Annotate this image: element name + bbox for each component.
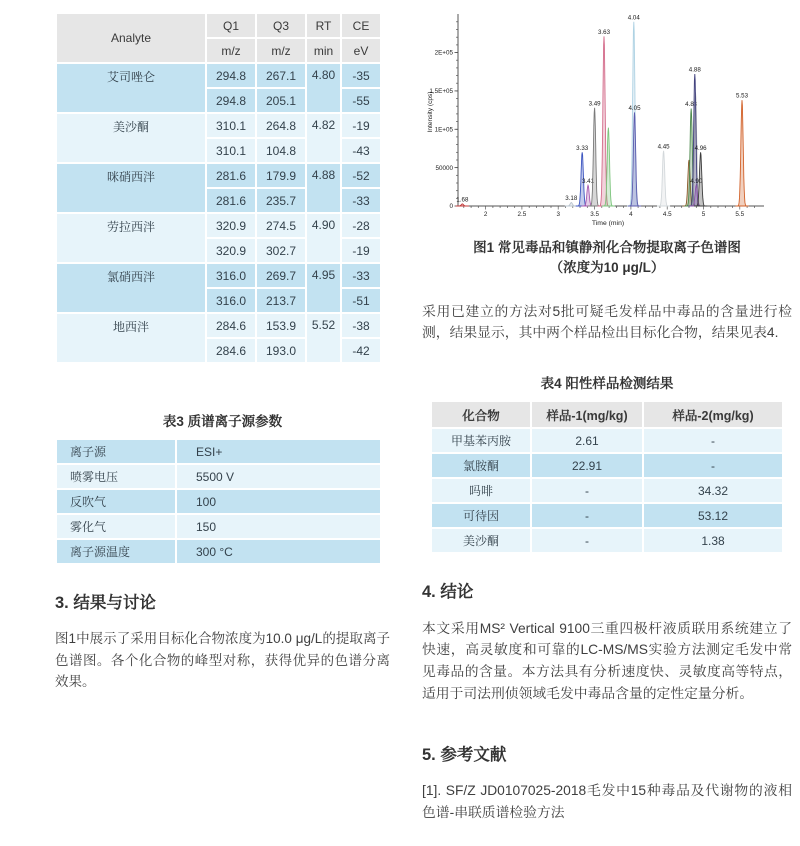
ce-value: -33	[341, 263, 381, 288]
figure1-caption	[422, 238, 792, 279]
peak-label: 3.63	[597, 28, 611, 36]
chromatogram-peak	[657, 151, 670, 206]
sample-value: -	[531, 503, 643, 528]
analyte-name: 艾司唑仑	[56, 63, 206, 113]
ce-value: -51	[341, 288, 381, 313]
ce-value: -43	[341, 138, 381, 163]
q1-value: 310.1	[206, 138, 256, 163]
analyte-table-header	[56, 13, 381, 63]
col-header: 样品-2(mg/kg)	[643, 401, 783, 428]
col-header-q1: Q1	[206, 13, 256, 38]
peak-label: 3.33	[576, 144, 589, 152]
compound-name: 吗啡	[431, 478, 531, 503]
peak-label: 3.49	[588, 100, 601, 108]
q3-value: 269.7	[256, 263, 306, 288]
x-tick-label: 2	[483, 211, 488, 218]
table-row	[56, 263, 381, 288]
x-tick-label: 5	[701, 211, 706, 218]
ion-source-params-table	[55, 438, 382, 565]
col-unit: m/z	[256, 38, 306, 63]
y-tick-label: 1E+05	[434, 126, 453, 134]
y-axis-label: Intensity (cps)	[427, 91, 434, 133]
section4-paragraph: 本文采用MS² Vertical 9100三重四极杆液质联用系统建立了快速，高灵敏度和可靠的LC-MS/MS实验方法测定毛发中常见毒品的含量。本方法具有分析速度快、灵敏度高等特点，适用于司法刑侦领域毛发中毒品含量的定性定量分析。	[422, 620, 792, 701]
col-header: 样品-1(mg/kg)	[531, 401, 643, 428]
q1-value: 320.9	[206, 213, 256, 238]
analyte-name: 地西泮	[56, 313, 206, 363]
chromatogram-peak	[588, 108, 601, 206]
q1-value: 281.6	[206, 163, 256, 188]
y-tick-label: 0	[449, 203, 453, 211]
table-row	[56, 464, 381, 489]
q1-value: 294.8	[206, 88, 256, 113]
q3-value: 235.7	[256, 188, 306, 213]
table3-title: 表3 质谱离子源参数	[162, 414, 283, 429]
col-header-q3: Q3	[256, 13, 306, 38]
sample-value: 53.12	[643, 503, 783, 528]
analyte-mrm-table	[55, 12, 382, 364]
q3-value: 267.1	[256, 63, 306, 88]
q3-value: 193.0	[256, 338, 306, 363]
q1-value: 310.1	[206, 113, 256, 138]
ce-value: -38	[341, 313, 381, 338]
table4-title: 表4 阳性样品检测结果	[540, 376, 674, 392]
positive-samples-table	[430, 400, 784, 554]
peak-label: 4.96	[694, 144, 707, 152]
left-column	[55, 8, 390, 824]
table-row	[56, 489, 381, 514]
section3-heading: 3. 结果与讨论	[55, 594, 156, 612]
figure1-caption-line2: （浓度为10 μg/L）	[549, 260, 665, 276]
table4-header	[431, 401, 783, 428]
table-row	[431, 503, 783, 528]
sample-value: -	[643, 428, 783, 453]
chromatogram-svg	[422, 8, 792, 230]
x-axis-label: Time (min)	[591, 220, 625, 227]
table-row	[431, 528, 783, 553]
peak-label: 1.68	[456, 196, 469, 204]
sample-value: -	[531, 478, 643, 503]
ce-value: -33	[341, 188, 381, 213]
q1-value: 316.0	[206, 288, 256, 313]
param-value: 100	[176, 489, 381, 514]
peak-label: 4.04	[627, 14, 640, 22]
table3-body	[56, 439, 381, 564]
col-header: 化合物	[431, 401, 531, 428]
col-unit: eV	[341, 38, 381, 63]
peak-label: 4.05	[628, 104, 641, 112]
col-header-ce: CE	[341, 13, 381, 38]
ce-value: -35	[341, 63, 381, 88]
param-label: 反吹气	[56, 489, 176, 514]
table-row	[431, 428, 783, 453]
table-row	[56, 213, 381, 238]
param-label: 离子源温度	[56, 539, 176, 564]
figure1	[422, 8, 792, 279]
compound-name: 氯胺酮	[431, 453, 531, 478]
section5-heading: 5. 参考文献	[422, 745, 507, 764]
sample-results-paragraph: 采用已建立的方法对5批可疑毛发样品中毒品的含量进行检测，结果显示，其中两个样品检出目标化合物，结果见表4.	[422, 303, 792, 341]
q3-value: 213.7	[256, 288, 306, 313]
col-header-rt: RT	[306, 13, 341, 38]
right-column	[422, 8, 792, 824]
ce-value: -28	[341, 213, 381, 238]
x-tick-label: 3	[556, 211, 560, 218]
q1-value: 284.6	[206, 313, 256, 338]
table-row	[56, 313, 381, 338]
table-row	[56, 113, 381, 138]
rt-value: 4.82	[306, 113, 341, 163]
ce-value: -55	[341, 88, 381, 113]
peak-label: 3.18	[565, 195, 578, 202]
analyte-name: 劳拉西泮	[56, 213, 206, 263]
q3-value: 302.7	[256, 238, 306, 263]
sample-value: 22.91	[531, 453, 643, 478]
param-value: 150	[176, 514, 381, 539]
y-tick-label: 2E+05	[434, 49, 453, 57]
x-tick-label: 4	[629, 211, 633, 218]
y-tick-label: 50000	[435, 164, 453, 172]
compound-name: 甲基苯丙胺	[431, 428, 531, 453]
rt-value: 5.52	[306, 313, 341, 363]
ce-value: -19	[341, 238, 381, 263]
analyte-name: 咪硝西泮	[56, 163, 206, 213]
table4-body	[431, 428, 783, 553]
sample-value: 1.38	[643, 528, 783, 553]
analyte-table-body	[56, 63, 381, 363]
sample-value: 34.32	[643, 478, 783, 503]
q3-value: 274.5	[256, 213, 306, 238]
x-tick-label: 3.5	[590, 211, 599, 218]
ce-value: -52	[341, 163, 381, 188]
col-unit: m/z	[206, 38, 256, 63]
rt-value: 4.90	[306, 213, 341, 263]
ce-value: -19	[341, 113, 381, 138]
peak-label: 4.83	[685, 101, 698, 108]
rt-value: 4.88	[306, 163, 341, 213]
param-value: ESI+	[176, 439, 381, 464]
reference-paragraph: [1]. SF/Z JD0107025-2018毛发中15种毒品及代谢物的液相色谱-串联质谱检验方法	[422, 783, 792, 820]
table-row	[56, 439, 381, 464]
y-tick-label: 1.5E+05	[429, 88, 453, 96]
q1-value: 320.9	[206, 238, 256, 263]
rt-value: 4.95	[306, 263, 341, 313]
analyte-col-header: Analyte	[56, 13, 206, 63]
rt-value: 4.80	[306, 63, 341, 113]
table-row	[56, 539, 381, 564]
q1-value: 316.0	[206, 263, 256, 288]
q1-value: 281.6	[206, 188, 256, 213]
q3-value: 104.8	[256, 138, 306, 163]
chromatogram-peak	[736, 100, 749, 206]
table-row	[431, 478, 783, 503]
section3-paragraph: 图1中展示了采用目标化合物浓度为10.0 μg/L的提取离子色谱图。各个化合物的峰型对称，获得优异的色谱分离效果。	[55, 631, 390, 690]
param-value: 300 °C	[176, 539, 381, 564]
param-label: 离子源	[56, 439, 176, 464]
chromatogram-peak	[565, 203, 578, 207]
sample-value: -	[531, 528, 643, 553]
x-tick-label: 4.5	[662, 211, 672, 218]
table-row	[56, 514, 381, 539]
sample-value: -	[643, 453, 783, 478]
peak-label: 3.41	[581, 177, 595, 185]
param-label: 雾化气	[56, 514, 176, 539]
param-value: 5500 V	[176, 464, 381, 489]
table-row	[56, 163, 381, 188]
q1-value: 294.8	[206, 63, 256, 88]
figure1-caption-line1: 图1 常见毒品和镇静剂化合物提取离子色谱图	[473, 240, 741, 255]
ce-value: -42	[341, 338, 381, 363]
q3-value: 205.1	[256, 88, 306, 113]
table-row	[56, 63, 381, 88]
section4-heading: 4. 结论	[422, 583, 474, 602]
x-tick-label: 2.5	[517, 211, 527, 218]
sample-value: 2.61	[531, 428, 643, 453]
analyte-name: 氯硝西泮	[56, 263, 206, 313]
peak-label: 5.53	[735, 92, 749, 100]
compound-name: 美沙酮	[431, 528, 531, 553]
compound-name: 可待因	[431, 503, 531, 528]
q3-value: 153.9	[256, 313, 306, 338]
q3-value: 264.8	[256, 113, 306, 138]
x-tick-label: 5.5	[735, 211, 745, 218]
chromatogram-chart	[422, 8, 792, 230]
col-unit: min	[306, 38, 341, 63]
param-label: 喷雾电压	[56, 464, 176, 489]
analyte-name: 美沙酮	[56, 113, 206, 163]
peak-label: 4.90	[690, 177, 703, 185]
q3-value: 179.9	[256, 163, 306, 188]
peak-label: 4.45	[657, 143, 670, 151]
chromatogram-peak	[628, 112, 641, 206]
table-row	[431, 453, 783, 478]
peak-label: 4.88	[688, 66, 701, 74]
q1-value: 284.6	[206, 338, 256, 363]
